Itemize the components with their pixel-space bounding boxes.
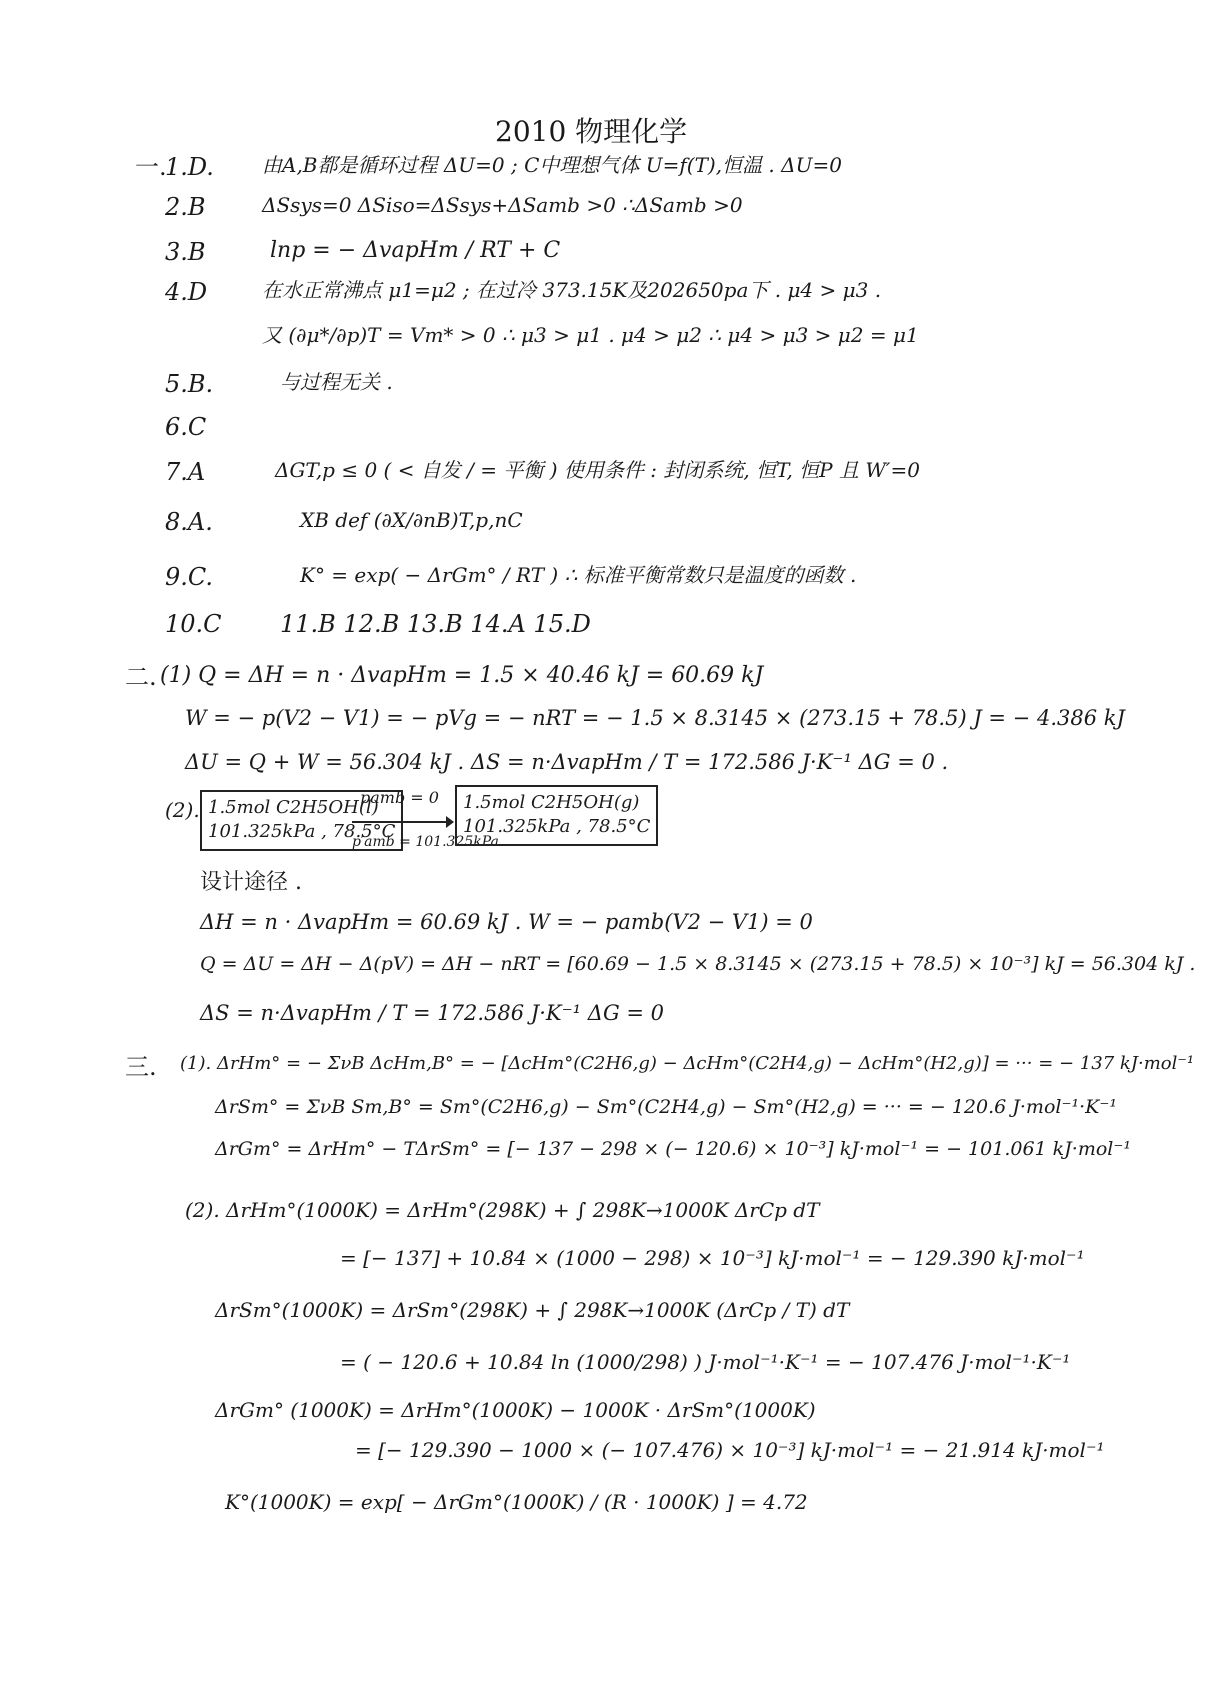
section-1-tag: 一. <box>135 153 167 181</box>
page-title: 2010 物理化学 <box>495 115 688 148</box>
sec2-part2-line-1: ΔH = n · ΔvapHm = 60.69 kJ . W = − pamb(V2 − V1) = 0 <box>200 910 813 934</box>
answer-2-number: 2.B <box>165 193 206 221</box>
section-2-tag: 二. <box>125 663 157 691</box>
answer-1-number: 1.D. <box>165 153 214 181</box>
arrow-label-top: pamb = 0 <box>360 788 439 807</box>
answer-9-number: 9.C. <box>165 563 214 591</box>
answer-2-note: ΔSsys=0 ΔSiso=ΔSsys+ΔSamb >0 ∴ΔSamb >0 <box>262 193 743 217</box>
sec2-part2-tag: (2). <box>165 798 200 822</box>
sec3-line-1: (1). ΔrHm° = − ΣνB ΔcHm,B° = − [ΔcHm°(C2H6,g) − ΔcHm°(C2H4,g) − ΔcHm°(H2,g)] = ··· = − 137 kJ·mol⁻¹ <box>180 1053 1195 1074</box>
final-state-substance: 1.5mol C2H5OH(g) <box>463 792 640 813</box>
answer-6-number: 6.C <box>165 413 207 441</box>
answer-4-note: 在水正常沸点 μ1=μ2 ; 在过冷 373.15K及202650pa下 . μ4 > μ3 . <box>262 278 882 302</box>
sec2-line-2: W = − p(V2 − V1) = − pVg = − nRT = − 1.5 × 8.3145 × (273.15 + 78.5) J = − 4.386 kJ <box>185 706 1125 730</box>
answer-8-note: XB def (∂X/∂nB)T,p,nC <box>300 508 523 532</box>
sec3-line-7: = ( − 120.6 + 10.84 ln (1000/298) ) J·mol⁻¹·K⁻¹ = − 107.476 J·mol⁻¹·K⁻¹ <box>340 1350 1071 1374</box>
sec3-line-9: = [− 129.390 − 1000 × (− 107.476) × 10⁻³] kJ·mol⁻¹ = − 21.914 kJ·mol⁻¹ <box>355 1438 1105 1462</box>
answer-1-note: 由A,B都是循环过程 ΔU=0 ; C中理想气体 U=f(T),恒温 . ΔU=0 <box>262 153 842 177</box>
sec2-part2-line-2: Q = ΔU = ΔH − Δ(pV) = ΔH − nRT = [60.69 − 1.5 × 8.3145 × (273.15 + 78.5) × 10⁻³] kJ = 56.304 kJ . <box>200 953 1196 975</box>
initial-state-substance: 1.5mol C2H5OH(l) <box>208 797 379 818</box>
answer-7-note: ΔGT,p ≤ 0 ( < 自发 / = 平衡 ) 使用条件 : 封闭系统, 恒T, 恒P 且 W′=0 <box>275 458 920 482</box>
answer-9-note: K° = exp( − ΔrGm° / RT ) ∴ 标准平衡常数只是温度的函数 . <box>300 563 857 587</box>
section-3-tag: 三. <box>125 1053 157 1081</box>
sec3-line-6: ΔrSm°(1000K) = ΔrSm°(298K) + ∫ 298K→1000K (ΔrCp / T) dT <box>215 1298 850 1322</box>
sec3-line-8: ΔrGm° (1000K) = ΔrHm°(1000K) − 1000K · ΔrSm°(1000K) <box>215 1398 816 1422</box>
sec2-line-1: (1) Q = ΔH = n · ΔvapHm = 1.5 × 40.46 kJ = 60.69 kJ <box>160 663 764 688</box>
arrow-label-bottom: p′amb = 101.325kPa <box>352 834 499 850</box>
sec2-line-3: ΔU = Q + W = 56.304 kJ . ΔS = n·ΔvapHm / T = 172.586 J·K⁻¹ ΔG = 0 . <box>185 750 949 774</box>
sec3-line-4: (2). ΔrHm°(1000K) = ΔrHm°(298K) + ∫ 298K→1000K ΔrCp dT <box>185 1198 820 1222</box>
answer-3-note: lnp = − ΔvapHm / RT + C <box>270 238 561 263</box>
design-path-label: 设计途径 . <box>200 870 302 895</box>
sec2-part2-line-3: ΔS = n·ΔvapHm / T = 172.586 J·K⁻¹ ΔG = 0 <box>200 1001 665 1025</box>
initial-state-conditions: 101.325kPa , 78.5°C <box>208 821 396 843</box>
answers-11-15: 11.B 12.B 13.B 14.A 15.D <box>280 610 591 638</box>
answer-3-number: 3.B <box>165 238 206 266</box>
sec3-line-5: = [− 137] + 10.84 × (1000 − 298) × 10⁻³] kJ·mol⁻¹ = − 129.390 kJ·mol⁻¹ <box>340 1246 1085 1270</box>
final-state-box <box>455 785 658 846</box>
answer-7-number: 7.A <box>165 458 206 486</box>
sec3-line-10: K°(1000K) = exp[ − ΔrGm°(1000K) / (R · 1000K) ] = 4.72 <box>225 1490 808 1514</box>
answer-4-number: 4.D <box>165 278 208 306</box>
answer-10-number: 10.C <box>165 610 222 638</box>
answer-5-number: 5.B. <box>165 370 214 398</box>
final-state-conditions: 101.325kPa , 78.5°C <box>463 816 651 838</box>
answer-4-note-cont: 又 (∂μ*/∂p)T = Vm* > 0 ∴ μ3 > μ1 . μ4 > μ2 ∴ μ4 > μ3 > μ2 = μ1 <box>262 323 919 347</box>
answer-5-note: 与过程无关 . <box>280 370 393 394</box>
sec3-line-2: ΔrSm° = ΣνB Sm,B° = Sm°(C2H6,g) − Sm°(C2H4,g) − Sm°(H2,g) = ··· = − 120.6 J·mol⁻¹·K⁻¹ <box>215 1096 1117 1118</box>
sec3-line-3: ΔrGm° = ΔrHm° − TΔrSm° = [− 137 − 298 × (− 120.6) × 10⁻³] kJ·mol⁻¹ = − 101.061 kJ·mol⁻¹ <box>215 1138 1132 1160</box>
answer-8-number: 8.A. <box>165 508 213 536</box>
